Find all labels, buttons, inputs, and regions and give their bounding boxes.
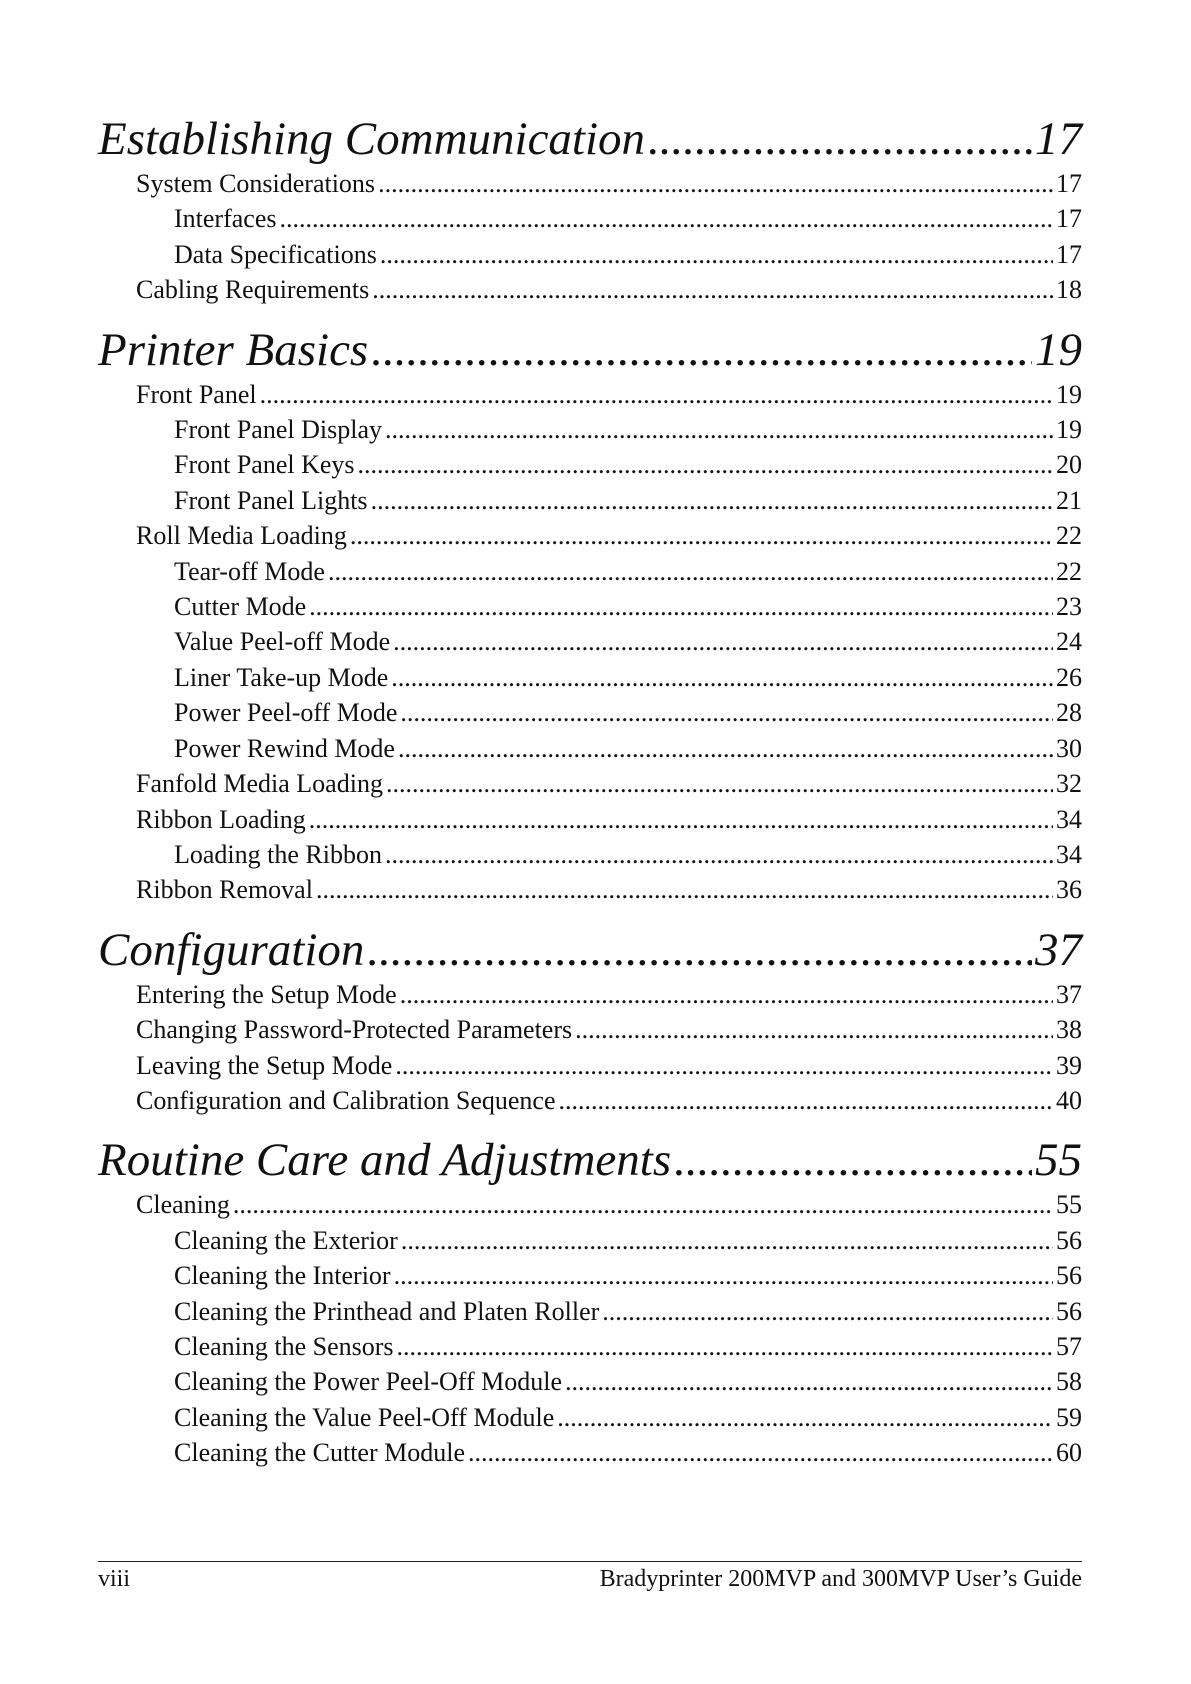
toc-subentry[interactable] [98,589,1082,624]
dot-leader [371,483,1053,518]
dot-leader [385,837,1053,872]
entry-label: Changing Password-Protected Parameters [136,1015,573,1045]
entry-page-number: 30 [1056,733,1082,763]
entry-page-number: 24 [1056,627,1082,657]
dot-leader [397,1329,1053,1364]
entry-page-number: 60 [1056,1438,1082,1468]
entry-page-number: 39 [1056,1050,1082,1080]
entry-label: Cleaning the Exterior [174,1225,398,1255]
table-of-contents [98,112,1082,1471]
dot-leader [372,272,1053,307]
dot-leader [602,1294,1053,1329]
entry-label: Front Panel Keys [174,450,355,480]
dot-leader [565,1364,1053,1399]
entry-page-number: 34 [1056,804,1082,834]
footer-page-number: viii [98,1566,131,1592]
toc-section-heading[interactable] [98,112,1082,166]
entry-label: Ribbon Removal [136,875,313,905]
section-page-number: 19 [1035,323,1082,376]
toc-subentry[interactable] [98,731,1082,766]
dot-leader [233,1187,1053,1222]
toc-entry[interactable] [98,872,1082,907]
entry-page-number: 20 [1056,450,1082,480]
dot-leader [401,1223,1053,1258]
section-title: Routine Care and Adjustments [98,1134,672,1187]
dot-leader [393,624,1053,659]
entry-label: Ribbon Loading [136,804,306,834]
section-title: Printer Basics [98,323,369,376]
entry-page-number: 34 [1056,839,1082,869]
entry-label: Front Panel Lights [174,485,368,515]
section-title: Establishing Communication [98,113,646,165]
dot-leader [371,323,1032,377]
entry-page-number: 23 [1056,592,1082,622]
entry-label: Fanfold Media Loading [136,769,383,799]
toc-entry[interactable] [98,377,1082,412]
toc-subentry[interactable] [98,1435,1082,1470]
entry-page-number: 17 [1056,169,1082,198]
entry-page-number: 58 [1056,1367,1082,1397]
entry-page-number: 57 [1056,1331,1082,1361]
toc-subentry[interactable] [98,237,1082,272]
dot-leader [358,447,1053,482]
dot-leader [468,1435,1053,1470]
entry-label: Tear-off Mode [174,556,325,586]
entry-page-number: 55 [1056,1190,1082,1220]
entry-page-number: 18 [1056,275,1082,305]
entry-label: Cutter Mode [174,592,307,622]
dot-leader [367,923,1032,977]
entry-label: Power Peel-off Mode [174,698,398,728]
toc-subentry[interactable] [98,201,1082,236]
entry-page-number: 56 [1056,1225,1082,1255]
toc-subentry[interactable] [98,624,1082,659]
toc-entry[interactable] [98,166,1082,201]
entry-label: Data Specifications [174,239,377,269]
toc-entry[interactable] [98,1048,1082,1083]
entry-page-number: 28 [1056,698,1082,728]
dot-leader [378,166,1053,201]
toc-entry[interactable] [98,977,1082,1012]
toc-entry[interactable] [98,802,1082,837]
section-page-number: 17 [1035,113,1082,165]
dot-leader [380,237,1053,272]
entry-label: Entering the Setup Mode [136,979,397,1009]
dot-leader [386,766,1053,801]
toc-subentry[interactable] [98,660,1082,695]
dot-leader [391,660,1053,695]
entry-label: Leaving the Setup Mode [136,1050,393,1080]
toc-subentry[interactable] [98,1294,1082,1329]
entry-page-number: 22 [1056,556,1082,586]
entry-page-number: 21 [1056,485,1082,515]
dot-leader [316,872,1053,907]
toc-entry[interactable] [98,1012,1082,1047]
dot-leader [559,1083,1053,1118]
entry-page-number: 38 [1056,1015,1082,1045]
toc-entry[interactable] [98,766,1082,801]
entry-page-number: 32 [1056,769,1082,799]
toc-subentry[interactable] [98,1258,1082,1293]
toc-subentry[interactable] [98,554,1082,589]
toc-subentry[interactable] [98,483,1082,518]
entry-label: Value Peel-off Mode [174,627,391,657]
dot-leader [674,1133,1032,1187]
entry-page-number: 19 [1056,415,1082,445]
toc-section-heading[interactable] [98,1133,1082,1187]
entry-page-number: 36 [1056,875,1082,905]
dot-leader [328,554,1053,589]
footer-book-title: Bradyprinter 200MVP and 300MVP User’s Guide [599,1566,1082,1592]
section-title: Configuration [98,923,365,976]
toc-entry[interactable] [98,518,1082,553]
entry-label: Cleaning the Interior [174,1261,391,1291]
entry-page-number: 17 [1056,239,1082,269]
entry-page-number: 40 [1056,1085,1082,1115]
entry-label: Cleaning the Cutter Module [174,1438,466,1468]
entry-page-number: 17 [1056,204,1082,234]
toc-subentry[interactable] [98,1364,1082,1399]
entry-page-number: 56 [1056,1261,1082,1291]
entry-label: Roll Media Loading [136,521,347,551]
section-page-number: 55 [1035,1134,1082,1187]
entry-label: Front Panel Display [174,415,382,445]
toc-subentry[interactable] [98,1329,1082,1364]
entry-page-number: 19 [1056,379,1082,409]
toc-section-heading[interactable] [98,323,1082,377]
dot-leader [400,695,1053,730]
entry-label: Liner Take-up Mode [174,662,389,692]
toc-subentry[interactable] [98,412,1082,447]
entry-label: Power Rewind Mode [174,733,395,763]
toc-subentry[interactable] [98,837,1082,872]
entry-label: Interfaces [174,204,277,234]
toc-section-heading[interactable] [98,923,1082,977]
entry-label: Cleaning the Value Peel-Off Module [174,1402,555,1432]
dot-leader [350,518,1053,553]
toc-subentry[interactable] [98,695,1082,730]
entry-label: Loading the Ribbon [174,839,382,869]
toc-subentry[interactable] [98,447,1082,482]
entry-label: Cabling Requirements [136,275,370,305]
section-page-number: 37 [1035,923,1082,976]
entry-label: System Considerations [136,169,376,198]
entry-label: Cleaning the Sensors [174,1331,394,1361]
entry-label: Configuration and Calibration Sequence [136,1085,556,1115]
dot-leader [309,589,1053,624]
entry-page-number: 59 [1056,1402,1082,1432]
toc-entry[interactable] [98,1187,1082,1222]
entry-page-number: 26 [1056,662,1082,692]
toc-entry[interactable] [98,272,1082,307]
dot-leader [279,201,1053,236]
toc-entry[interactable] [98,1083,1082,1118]
entry-page-number: 37 [1056,979,1082,1009]
toc-subentry[interactable] [98,1400,1082,1435]
entry-label: Cleaning the Power Peel-Off Module [174,1367,562,1397]
dot-leader [260,377,1053,412]
entry-label: Cleaning [136,1190,230,1220]
entry-label: Cleaning the Printhead and Platen Roller [174,1296,600,1326]
dot-leader [557,1400,1053,1435]
dot-leader [575,1012,1053,1047]
dot-leader [400,977,1053,1012]
dot-leader [398,731,1053,766]
dot-leader [648,112,1032,166]
page-footer [98,1561,1082,1594]
entry-label: Front Panel [136,379,257,409]
dot-leader [309,802,1053,837]
dot-leader [394,1258,1053,1293]
toc-subentry[interactable] [98,1223,1082,1258]
dot-leader [385,412,1053,447]
dot-leader [395,1048,1053,1083]
entry-page-number: 56 [1056,1296,1082,1326]
entry-page-number: 22 [1056,521,1082,551]
